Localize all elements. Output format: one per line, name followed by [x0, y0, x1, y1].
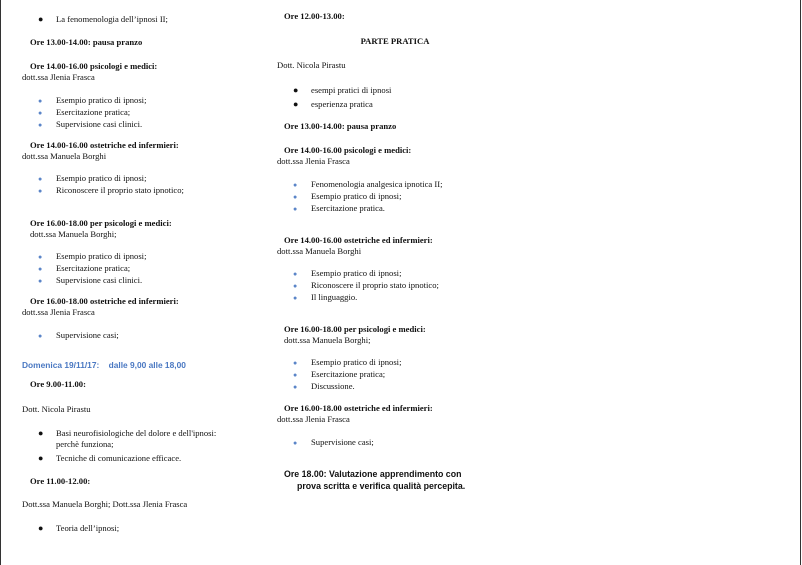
page-border-left: [0, 0, 1, 565]
bullet-icon: ●: [38, 187, 43, 195]
bullet-icon: ●: [38, 428, 44, 438]
list-item-text: Esempio pratico di ipnosi;: [56, 95, 147, 105]
bullet-icon: ●: [293, 99, 299, 109]
list-item-text: Esercitazione pratica;: [311, 369, 386, 379]
speaker-name: Dott.ssa Manuela Borghi; Dott.ssa Jlenia Frasca: [22, 499, 188, 509]
bullet-icon: ●: [293, 181, 298, 189]
bullet-icon: ●: [38, 109, 43, 117]
list-item-text: Il linguaggio.: [311, 292, 358, 302]
section-heading: Ore 9.00-11.00:: [30, 379, 86, 389]
list-item-text: Supervisione casi clinici.: [56, 275, 143, 285]
section-heading: Ore 14.00-16.00 ostetriche ed infermieri:: [284, 235, 433, 245]
section-heading: Ore 14.00-16.00 psicologi e medici:: [284, 145, 412, 155]
section-heading: Ore 16.00-18.00 per psicologi e medici:: [284, 324, 426, 334]
list-item-text: Riconoscere il proprio stato ipnotico;: [56, 185, 184, 195]
bullet-icon: ●: [293, 383, 298, 391]
list-item-text: Esercitazione pratica.: [311, 203, 385, 213]
list-item-text: esperienza pratica: [311, 99, 373, 109]
speaker-name: Dott. Nicola Pirastu: [22, 404, 91, 414]
bullet-icon: ●: [38, 523, 44, 533]
list-item-text: Riconoscere il proprio stato ipnotico;: [311, 280, 439, 290]
section-heading: Ore 13.00-14.00: pausa pranzo: [284, 121, 397, 131]
speaker-name: dott.ssa Manuela Borghi;: [30, 229, 117, 239]
section-heading: Ore 16.00-18.00 ostetriche ed infermieri:: [284, 403, 433, 413]
speaker-name: dott.ssa Manuela Borghi: [22, 151, 107, 161]
bullet-icon: ●: [293, 205, 298, 213]
list-item-text: Esempio pratico di ipnosi;: [56, 251, 147, 261]
section-heading: Ore 16.00-18.00 per psicologi e medici:: [30, 218, 172, 228]
speaker-name: dott.ssa Jlenia Frasca: [22, 307, 95, 317]
list-item-text: Supervisione casi clinici.: [56, 119, 143, 129]
bullet-icon: ●: [38, 277, 43, 285]
list-item-text: Supervisione casi;: [56, 330, 119, 340]
bullet-icon: ●: [293, 294, 298, 302]
speaker-name: dott.ssa Jlenia Frasca: [22, 72, 95, 82]
bullet-icon: ●: [293, 193, 298, 201]
bullet-icon: ●: [38, 14, 44, 24]
list-item-text-continued: perchè funziona;: [56, 439, 114, 449]
list-item-text: Fenomenologia analgesica ipnotica II;: [311, 179, 443, 189]
list-item-text: Esercitazione pratica;: [56, 107, 131, 117]
section-heading: Ore 16.00-18.00 ostetriche ed infermieri:: [30, 296, 179, 306]
list-item-text: Teoria dell’ipnosi;: [56, 523, 120, 533]
bullet-icon: ●: [293, 282, 298, 290]
list-item-text: Supervisione casi;: [311, 437, 374, 447]
list-item-text: Esempio pratico di ipnosi;: [311, 357, 402, 367]
bullet-icon: ●: [38, 253, 43, 261]
section-heading: Ore 13.00-14.00: pausa pranzo: [30, 37, 143, 47]
bullet-icon: ●: [293, 371, 298, 379]
bullet-icon: ●: [293, 270, 298, 278]
section-heading: Ore 11.00-12.00:: [30, 476, 91, 486]
bullet-icon: ●: [293, 439, 298, 447]
bullet-icon: ●: [38, 121, 43, 129]
bullet-icon: ●: [293, 85, 299, 95]
date-heading: Domenica 19/11/17: dalle 9,00 alle 18,00: [22, 360, 186, 370]
final-evaluation-line1: Ore 18.00: Valutazione apprendimento con: [284, 469, 462, 479]
speaker-name: dott.ssa Jlenia Frasca: [277, 414, 350, 424]
speaker-name: dott.ssa Jlenia Frasca: [277, 156, 350, 166]
bullet-icon: ●: [293, 359, 298, 367]
list-item-text: Esempio pratico di ipnosi;: [311, 191, 402, 201]
part-title: PARTE PRATICA: [360, 36, 430, 46]
list-item-text: Esercitazione pratica;: [56, 263, 131, 273]
list-item-text: La fenomenologia dell’ipnosi II;: [56, 14, 168, 24]
speaker-name: Dott. Nicola Pirastu: [277, 60, 346, 70]
bullet-icon: ●: [38, 265, 43, 273]
speaker-name: dott.ssa Manuela Borghi: [277, 246, 362, 256]
section-heading: Ore 14.00-16.00 ostetriche ed infermieri:: [30, 140, 179, 150]
list-item-text: Basi neurofisiologiche del dolore e dell'ipnosi:: [56, 428, 217, 438]
bullet-icon: ●: [38, 175, 43, 183]
speaker-name: dott.ssa Manuela Borghi;: [284, 335, 371, 345]
page-border-right: [800, 0, 801, 565]
list-item-text: Esempio pratico di ipnosi;: [311, 268, 402, 278]
list-item-text: Discussione.: [311, 381, 355, 391]
section-heading: Ore 14.00-16.00 psicologi e medici:: [30, 61, 158, 71]
section-heading: Ore 12.00-13.00:: [284, 11, 345, 21]
list-item-text: Tecniche di comunicazione efficace.: [56, 453, 182, 463]
list-item-text: Esempio pratico di ipnosi;: [56, 173, 147, 183]
bullet-icon: ●: [38, 332, 43, 340]
bullet-icon: ●: [38, 453, 44, 463]
list-item-text: esempi pratici di ipnosi: [311, 85, 392, 95]
bullet-icon: ●: [38, 97, 43, 105]
final-evaluation-line2: prova scritta e verifica qualità percepita.: [297, 481, 466, 491]
